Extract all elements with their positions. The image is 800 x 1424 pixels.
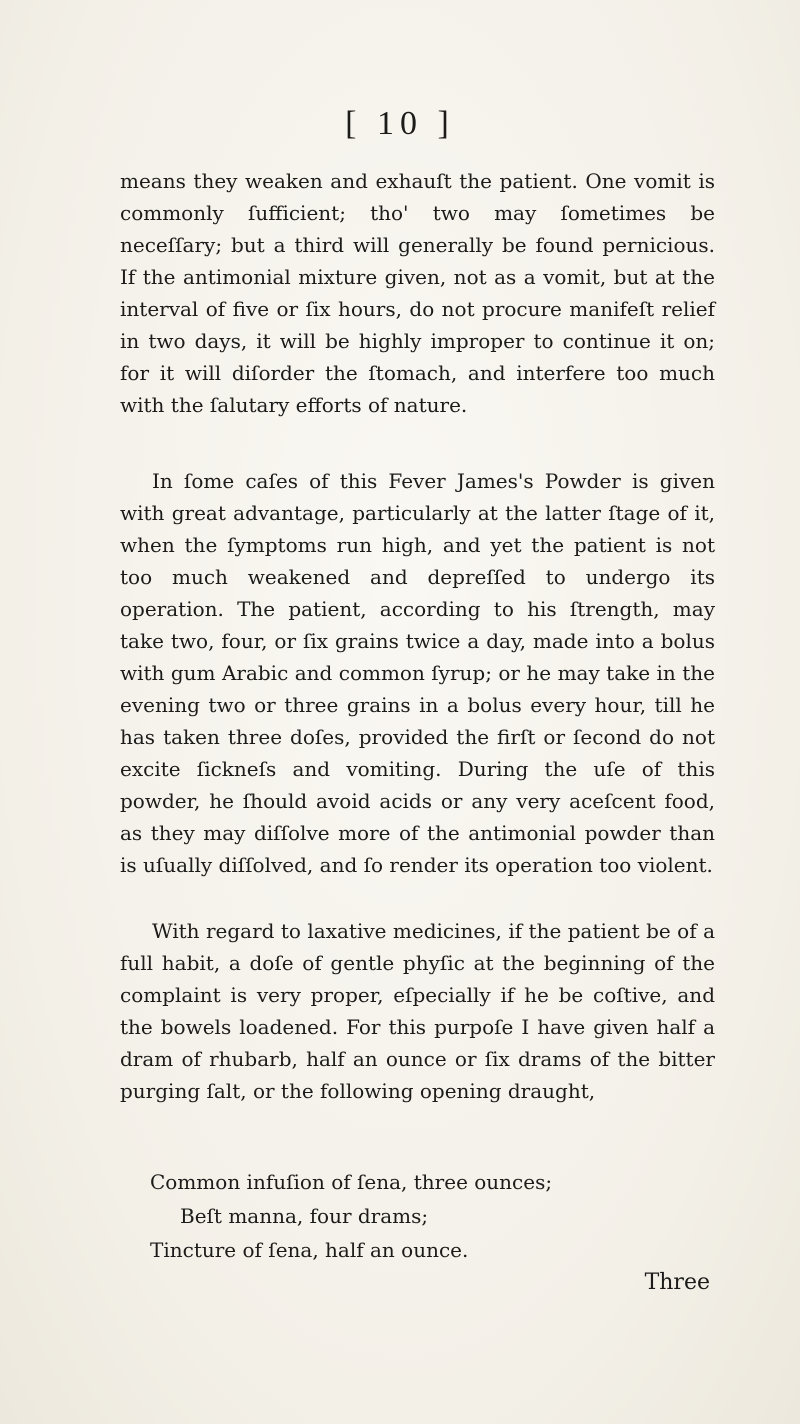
catchword: Three [644,1270,710,1295]
paragraph-1 [120,165,715,421]
paragraph-text: means they weaken and exhauſt the patient. One vomit is commonly ſufficient; tho' two may ſometimes be neceſſary; but a third will generally be found pernicious. If the antimonial mixture given, not as a vomit, but at the interval of five or ſix hours, do not procure manifeſt relief in two days, it will be highly improper to continue it on; for it will diſorder the ſtomach, and interfere too much with the ſalutary efforts of nature. [120,169,715,417]
recipe-line: Common infuſion of ſena, three ounces; [150,1170,553,1194]
paragraph-2 [120,465,715,881]
paragraph-text: With regard to laxative medicines, if the patient be of a full habit, a doſe of gentle phyſic at the beginning of the complaint is very proper, eſpecially if he be coſtive, and the bowels loadened. For this purpoſe I have given half a dram of rhubarb, half an ounce or ſix drams of the bitter purging ſalt, or the following opening draught, [120,919,715,1103]
paragraph-text: In ſome caſes of this Fever James's Powder is given with great advantage, particularly at the latter ſtage of it, when the ſymptoms run high, and yet the patient is not too much weakened and depreſſed to undergo its operation. The patient, according to his ſtrength, may take two, four, or ſix grains twice a day, made into a bolus with gum Arabic and common ſyrup; or he may take in the evening two or three grains in a bolus every hour, till he has taken three doſes, provided the firſt or ſecond do not excite ſicknеſs and vomiting. During the uſe of this powder, he ſhould avoid acids or any very aceſcent food, as they may diſſolve more of the antimonial powder than is uſually diſſolved, and ſo render its operation too violent. [120,469,715,877]
recipe-line: Tincture of ſena, half an ounce. [150,1238,469,1262]
paragraph-3 [120,915,715,1107]
recipe-list [150,1165,710,1267]
recipe-line: Beſt manna, four drams; [180,1204,429,1228]
page-number: [ 10 ] [345,105,455,142]
